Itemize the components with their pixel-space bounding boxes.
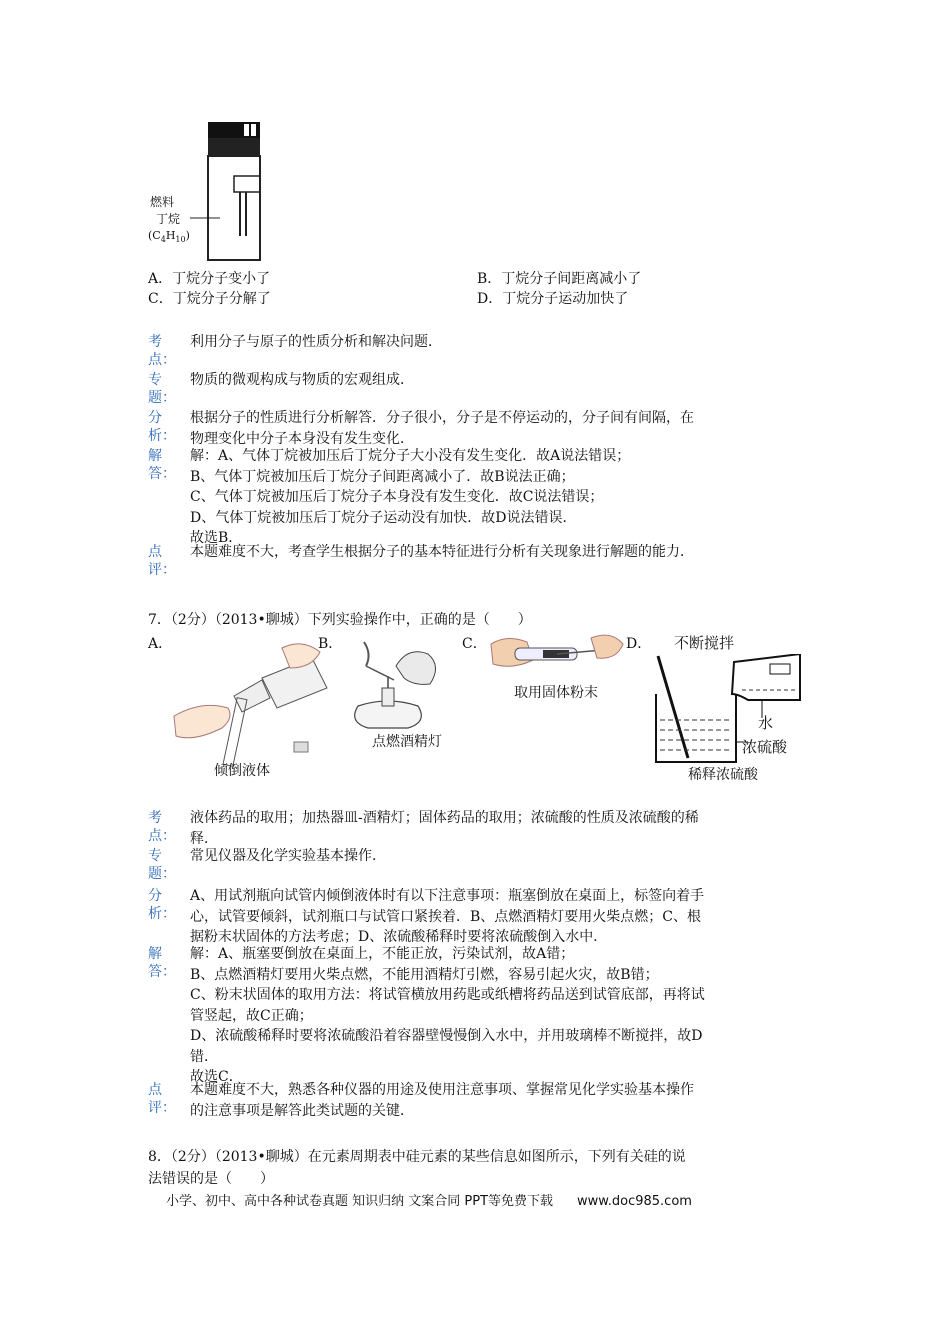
- q6-kaodian-label: 考 点：: [148, 334, 176, 368]
- q6-kaodian: 利用分子与原子的性质分析和解决问题．: [190, 334, 442, 350]
- q7-jieda: 解：A、瓶塞要倒放在桌面上，不能正放，污染试剂，故A错； B、点燃酒精灯要用火柴点燃，不能用酒精灯引燃，容易引起火灾，故B错； C、粉末状固体的取用方法：将试管横放用药匙或纸槽将药品送到试管底部，再将试 管竖起，故C正确； D、浓硫酸稀释时要将浓硫酸沿着容器壁慢慢倒入水中，并用玻璃棒不断搅拌，故D 错． 故选C．: [190, 946, 705, 1085]
- page-footer: [166, 1190, 692, 1209]
- q7-letter-a: A．: [148, 636, 173, 652]
- q7-fenxi-label: 分 析：: [148, 888, 176, 922]
- q6-option-b: B．丁烷分子间距离减小了: [477, 271, 642, 287]
- caption-solid-powder: 取用固体粉末: [514, 685, 598, 701]
- q7-letter-c: C．: [462, 636, 487, 652]
- q6-fenxi: 根据分子的性质进行分析解答．分子很小，分子是不停运动的，分子间有间隔，在 物理变化中分子本身没有发生变化．: [190, 410, 694, 447]
- q8-stem: 8．（2分）（2013•聊城）在元素周期表中硅元素的某些信息如图所示，下列有关硅的说 法错误的是（ ）: [148, 1149, 686, 1187]
- q6-zhuanti: 物质的微观构成与物质的宏观组成．: [190, 372, 414, 388]
- caption-dilute-acid: 稀释浓硫酸: [688, 767, 758, 783]
- lighter-label-butane: 丁烷: [156, 212, 181, 226]
- q6-option-a: A．丁烷分子变小了: [148, 271, 271, 287]
- lighter-label-fuel: 燃料: [150, 195, 175, 209]
- footer-url[interactable]: www.doc985.com: [577, 1194, 692, 1209]
- q7-zhuanti-label: 专 题：: [148, 848, 176, 882]
- q6-zhuanti-label: 专 题：: [148, 372, 176, 406]
- caption-pouring-liquid: 倾倒液体: [214, 763, 270, 779]
- q7-jieda-label: 解 答：: [148, 946, 176, 980]
- footer-text: 小学、初中、高中各种试卷真题 知识归纳 文案合同 PPT等免费下载: [166, 1194, 554, 1209]
- lighter-label-formula: $(C_4H_{10})$: [148, 229, 190, 245]
- q7-kaodian: 液体药品的取用；加热器皿-酒精灯；固体药品的取用；浓硫酸的性质及浓硫酸的稀 释．: [190, 810, 699, 847]
- q7-stem: 7．（2分）（2013•聊城）下列实验操作中，正确的是（ ）: [148, 612, 532, 628]
- label-conc-acid: 浓硫酸: [742, 738, 788, 756]
- solid-powder-figure: [487, 630, 627, 680]
- q6-option-d: D．丁烷分子运动加快了: [477, 291, 629, 307]
- q7-kaodian-label: 考 点：: [148, 810, 176, 844]
- q7-letter-d: D．: [626, 636, 652, 652]
- q7-zhuanti: 常见仪器及化学实验基本操作．: [190, 848, 386, 864]
- pouring-liquid-figure: [172, 638, 332, 768]
- q6-fenxi-label: 分 析：: [148, 410, 176, 444]
- q7-dianping-label: 点 评：: [148, 1082, 176, 1116]
- q6-jieda: 解：A、气体丁烷被加压后丁烷分子大小没有发生变化．故A说法错误； B、气体丁烷被加压后丁烷分子间距离减小了．故B说法正确； C、气体丁烷被加压后丁烷分子本身没有发生变化．故C说法错误； D、气体丁烷被加压后丁烷分子运动没有加快．故D说法错误． 故选B．: [190, 448, 631, 546]
- q6-dianping-label: 点 评：: [148, 544, 176, 578]
- label-stirring: 不断搅拌: [674, 634, 735, 652]
- caption-alcohol-lamp: 点燃酒精灯: [372, 734, 442, 750]
- q7-letter-b: B．: [318, 636, 343, 652]
- q7-dianping: 本题难度不大，熟悉各种仪器的用途及使用注意事项、掌握常见化学实验基本操作 的注意事项是解答此类试题的关键．: [190, 1082, 694, 1119]
- q7-fenxi: A、用试剂瓶向试管内倾倒液体时有以下注意事项：瓶塞倒放在桌面上，标签向着手 心，试管要倾斜，试剂瓶口与试管口紧挨着．B、点燃酒精灯要用火柴点燃；C、根 据粉末状固体的方法考虑；D、浓硫酸稀释时要将浓硫酸倒入水中．: [190, 888, 705, 945]
- q6-dianping: 本题难度不大，考查学生根据分子的基本特征进行分析有关现象进行解题的能力．: [190, 544, 694, 560]
- label-water: 水: [758, 714, 774, 732]
- q6-jieda-label: 解 答：: [148, 448, 176, 482]
- alcohol-lamp-figure: [338, 636, 448, 732]
- q6-option-c: C．丁烷分子分解了: [148, 291, 271, 307]
